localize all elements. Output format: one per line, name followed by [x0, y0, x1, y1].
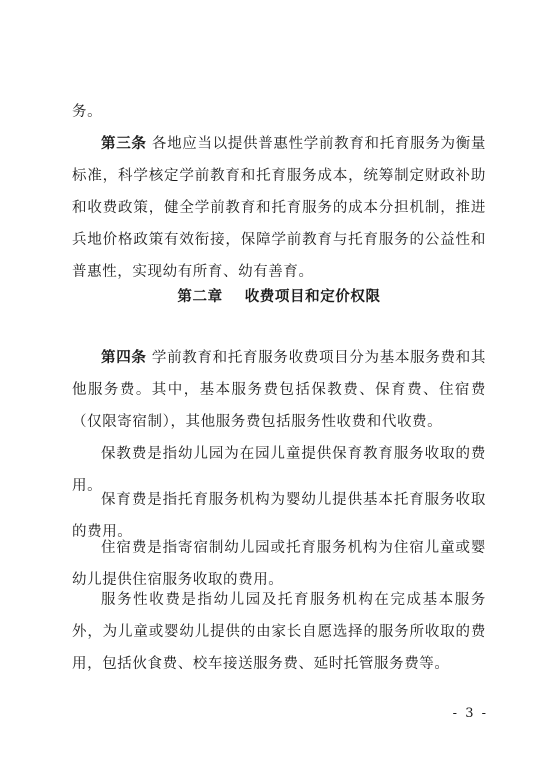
article-4-text: 学前教育和托育服务收费项目分为基本服务费和其他服务费。其中，基本服务费包括保教费、保育费、住宿费（仅限寄宿制），其他服务费包括服务性收费和代收费。: [72, 350, 486, 430]
article-3-text: 各地应当以提供普惠性学前教育和托育服务为衡量标准，科学核定学前教育和托育服务成本，统筹制定财政补助和收费政策，健全学前教育和托育服务的成本分担机制，推进兵地价格政策有效衔接，保障学前教育与托育服务的公益性和普惠性，实现幼有所育、幼有善育。: [72, 136, 486, 280]
service-fee-text: 服务性收费是指幼儿园及托育服务机构在完成基本服务外，为儿童或婴幼儿提供的由家长自愿选择的服务所收取的费用，包括伙食费、校车接送服务费、延时托管服务费等。: [72, 592, 486, 672]
accommodation-fee-text: 住宿费是指寄宿制幼儿园或托育服务机构为住宿儿童或婴幼儿提供住宿服务收取的费用。: [72, 540, 486, 588]
chapter-number: 第二章: [177, 289, 223, 305]
article-3-heading: 第三条: [101, 136, 147, 152]
continued-paragraph: [72, 96, 486, 128]
article-4-paragraph: [72, 342, 486, 438]
page-number: - 3 -: [452, 706, 488, 721]
continued-text: 务。: [72, 104, 103, 120]
baoyu-fee-text: 保育费是指托育服务机构为婴幼儿提供基本托育服务收取的费用。: [72, 492, 486, 540]
article-3-paragraph: [72, 128, 486, 288]
article-4-heading: 第四条: [101, 350, 147, 366]
chapter-title: 收费项目和定价权限: [244, 289, 381, 305]
chapter-heading: [72, 285, 486, 306]
baojiao-fee-text: 保教费是指幼儿园为在园儿童提供保育教育服务收取的费用。: [72, 446, 486, 494]
service-fee-paragraph: [72, 584, 486, 680]
